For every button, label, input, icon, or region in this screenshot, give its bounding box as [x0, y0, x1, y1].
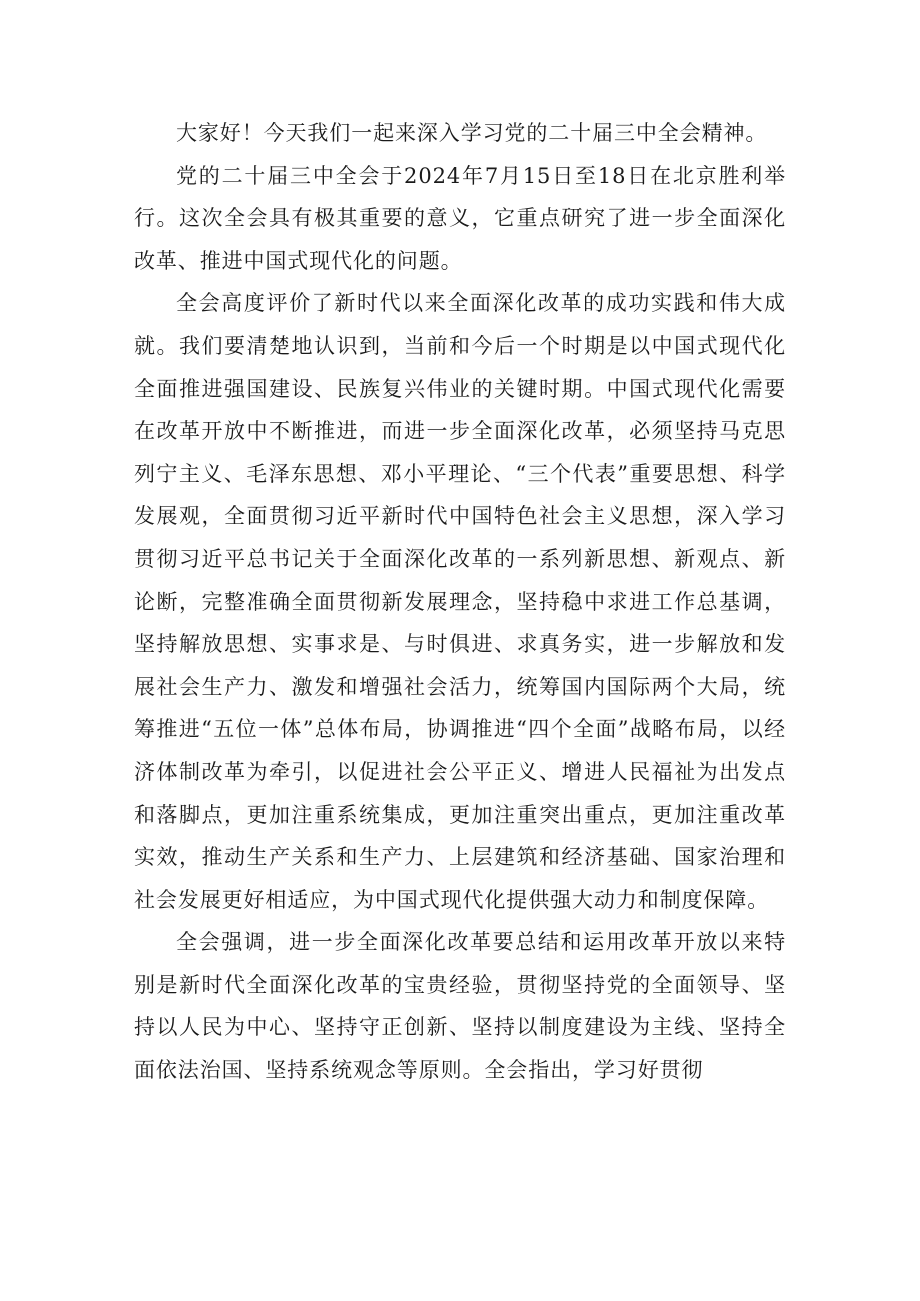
paragraph-reform-principles: 全会强调，进一步全面深化改革要总结和运用改革开放以来特别是新时代全面深化改革的宝贵经验，贯彻坚持党的全面领导、坚持以人民为中心、坚持守正创新、坚持以制度建设为主线、坚持全面依法治国、坚持系统观念等原则。全会指出，学习好贯彻: [134, 930, 786, 1083]
paragraph-plenum-intro: 党的二十届三中全会于2024年7月15日至18日在北京胜利举行。这次全会具有极其重要的意义，它重点研究了进一步全面深化改革、推进中国式现代化的问题。: [134, 163, 786, 273]
paragraph-reform-evaluation: 全会高度评价了新时代以来全面深化改革的成功实践和伟大成就。我们要清楚地认识到，当前和今后一个时期是以中国式现代化全面推进强国建设、民族复兴伟业的关键时期。中国式现代化需要在改革开放中不断推进，而进一步全面深化改革，必须坚持马克思列宁主义、毛泽东思想、邓小平理论、“三个代表”重要思想、科学发展观，全面贯彻习近平新时代中国特色社会主义思想，深入学习贯彻习近平总书记关于全面深化改革的一系列新思想、新观点、新论断，完整准确全面贯彻新发展理念，坚持稳中求进工作总基调，坚持解放思想、实事求是、与时俱进、求真务实，进一步解放和发展社会生产力、激发和增强社会活力，统筹国内国际两个大局，统筹推进“五位一体”总体布局，协调推进“四个全面”战略布局，以经济体制改革为牵引，以促进社会公平正义、增进人民福祉为出发点和落脚点，更加注重系统集成，更加注重突出重点，更加注重改革实效，推动生产关系和生产力、上层建筑和经济基础、国家治理和社会发展更好相适应，为中国式现代化提供强大动力和制度保障。: [134, 291, 786, 912]
paragraph-greeting: 大家好！今天我们一起来深入学习党的二十届三中全会精神。: [176, 121, 768, 145]
document-body: [134, 112, 786, 1092]
